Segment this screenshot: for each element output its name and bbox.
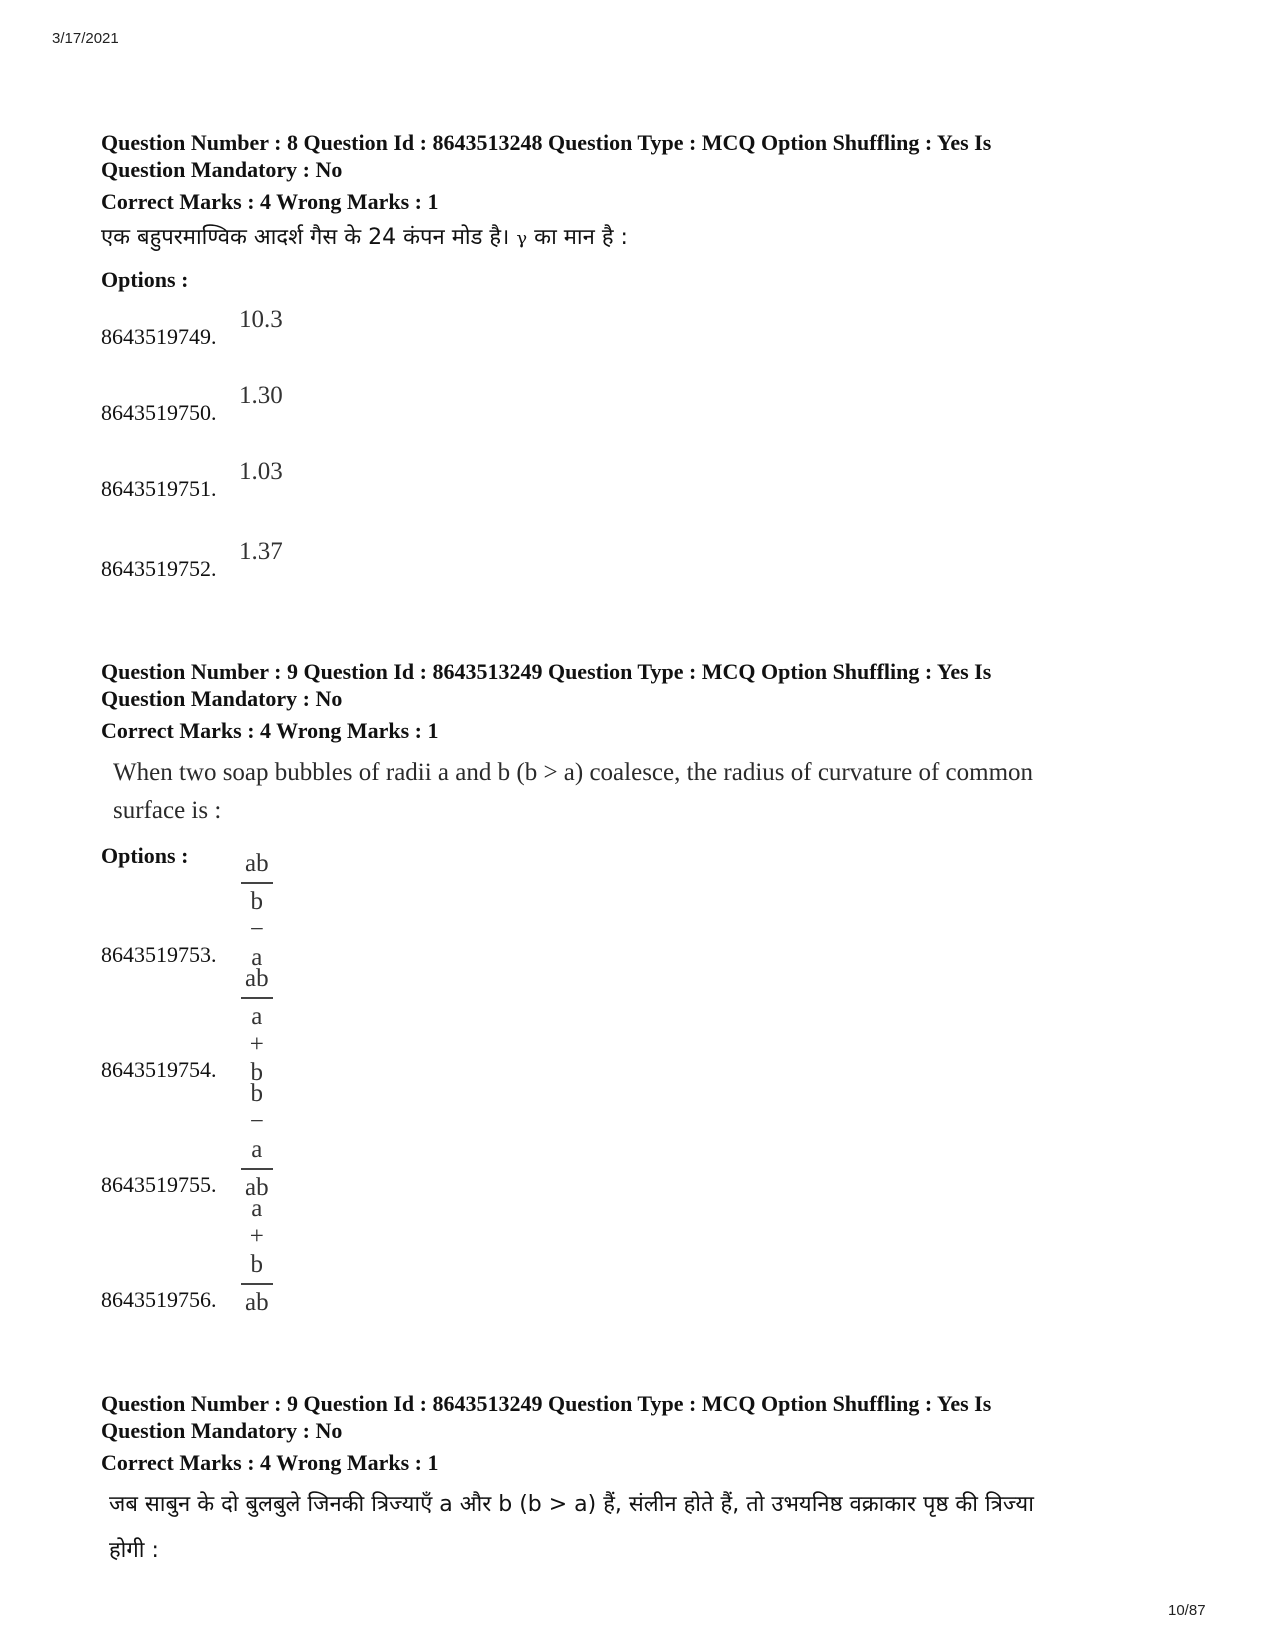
question-9-hindi-text-line2: होगी : [109, 1538, 159, 1563]
option-id: 8643519751. [101, 476, 217, 501]
question-8-marks: Correct Marks : 4 Wrong Marks : 1 [101, 189, 439, 214]
fraction-denominator: ab [245, 1289, 269, 1316]
question-9-hindi-head-line2: Question Mandatory : No [101, 1418, 343, 1443]
question-8-text-part2: का मान है : [534, 225, 628, 250]
question-9-marks: Correct Marks : 4 Wrong Marks : 1 [101, 718, 439, 743]
option-id: 8643519752. [101, 556, 217, 581]
question-9-hindi-head-line1: Question Number : 9 Question Id : 8643513249 Question Type : MCQ Option Shuffling : Yes Is [101, 1391, 992, 1416]
question-8-head-line1: Question Number : 8 Question Id : 8643513248 Question Type : MCQ Option Shuffling : Yes Is [101, 130, 992, 155]
question-8-header [101, 129, 1211, 293]
fraction-denominator: a + b [249, 1003, 264, 1086]
question-9-text-line2: surface is : [113, 797, 222, 824]
question-8-options-label: Options : [101, 267, 189, 292]
fraction-denominator: ab [245, 1174, 269, 1201]
question-9-head-line2: Question Mandatory : No [101, 686, 343, 711]
gamma-symbol: γ [516, 228, 528, 249]
option-id: 8643519753. [101, 942, 217, 967]
option-value: 1.30 [239, 382, 283, 409]
print-date: 3/17/2021 [52, 30, 119, 47]
question-8-head-line2: Question Mandatory : No [101, 157, 343, 182]
fraction-numerator: a + b [241, 1195, 273, 1285]
option-id: 8643519755. [101, 1172, 217, 1197]
question-9-hindi-text-line1: जब साबुन के दो बुलबुले जिनकी त्रिज्याएँ a और b (b > a) हैं, संलीन होते हैं, तो उभयनिष्ठ वक्राकार पृष्ठ की त्रिज्या [109, 1492, 1034, 1517]
question-9-head-line1: Question Number : 9 Question Id : 8643513249 Question Type : MCQ Option Shuffling : Yes Is [101, 659, 992, 684]
question-8-text [101, 223, 1211, 254]
question-8-text-part1: एक बहुपरमाण्विक आदर्श गैस के 24 कंपन मोड है। [101, 225, 510, 250]
question-9-text [101, 754, 1211, 830]
fraction-numerator: ab [241, 965, 273, 999]
question-9-hindi-text [101, 1482, 1211, 1574]
fraction [241, 850, 273, 972]
option-value: 1.03 [239, 458, 283, 485]
option-id: 8643519754. [101, 1057, 217, 1082]
question-9-hindi-header [101, 1390, 1211, 1574]
page-number: 10/87 [1168, 1602, 1206, 1619]
question-9-text-line1: When two soap bubbles of radii a and b (b > a) coalesce, the radius of curvature of common [113, 759, 1034, 786]
option-id: 8643519749. [101, 324, 217, 349]
fraction-numerator: ab [241, 850, 273, 884]
question-9-hindi-marks: Correct Marks : 4 Wrong Marks : 1 [101, 1450, 439, 1475]
fraction [241, 965, 273, 1087]
question-9-header [101, 658, 1211, 869]
option-value: 1.37 [239, 538, 283, 565]
option-value: 10.3 [239, 306, 283, 333]
question-9-options-label: Options : [101, 843, 189, 868]
option-id: 8643519750. [101, 400, 217, 425]
option-id: 8643519756. [101, 1287, 217, 1312]
fraction-numerator: b − a [241, 1080, 273, 1170]
fraction [241, 1195, 273, 1317]
fraction [241, 1080, 273, 1202]
fraction-denominator: b − a [249, 888, 264, 971]
